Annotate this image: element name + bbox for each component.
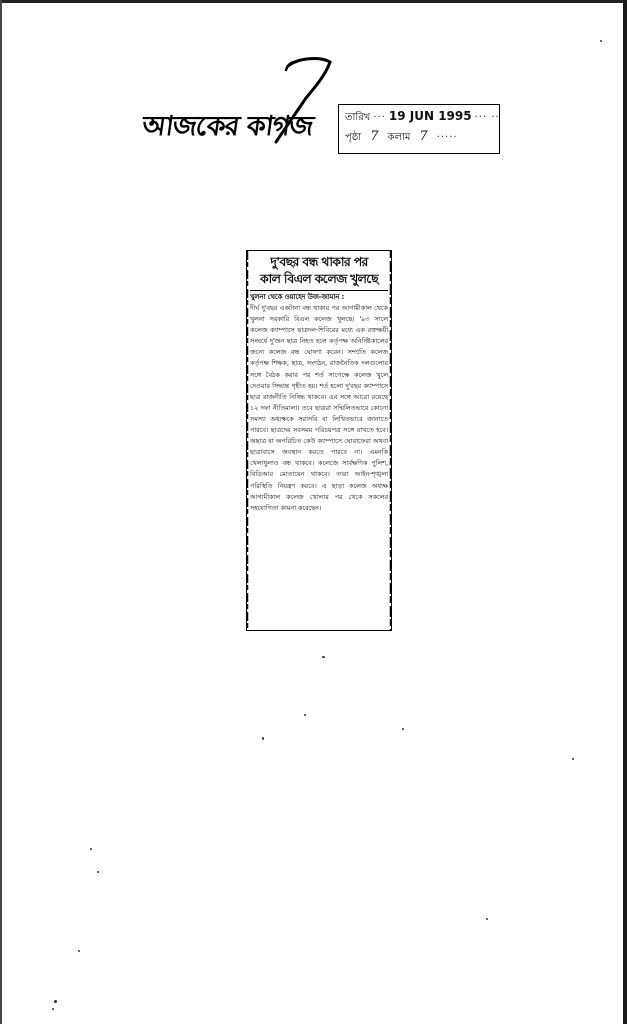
stamp-date-row: [345, 109, 500, 129]
scan-speck: [52, 1008, 54, 1010]
scan-speck: [322, 656, 325, 658]
page-edge-left: [0, 0, 2, 1024]
stamp-date-label: তারিখ: [345, 112, 371, 123]
scan-speck: [402, 728, 404, 730]
stamp-dots: ···: [373, 112, 386, 123]
scan-speck: [486, 918, 488, 920]
scan-speck: [304, 714, 306, 716]
newspaper-masthead: আজকের কাগজ: [140, 111, 315, 142]
article-body: দীর্ঘ দু'বছর একটানা বন্ধ থাকার পর আগামীকাল থেকে খুলনা সরকারি বিএল কলেজ খুলছে। '৯৩ সালে কলেজ ক্যাম্পাসে ছাত্রদল-শিবিরের মধ্যে এক রক্তক্ষয়ী সংঘর্ষে দু'জন ছাত্র নিহত হলে কর্তৃপক্ষ অনির্দিষ্টকালের জন্যে কলেজ বন্ধ ঘোষণা করেন। সম্প্রতি কলেজ কর্তৃপক্ষ শিক্ষক, ছাত্র, সংগঠন, রাজনৈতিক দলগুলোর সঙ্গে বৈঠক করার পর শর্ত সাপেক্ষে কলেজ খুলে দেওয়ার সিদ্ধান্ত গৃহীত হয়। শর্ত হলো দু'বছর ক্যাম্পাসে ছাত্র রাজনীতি নিষিদ্ধ থাকবে। এর সঙ্গে আরো রয়েছে ১২ দফা নীতিমালা। তবে ছাত্ররা সম্মিলিতভাবে কোনো সমস্যা অধ্যক্ষকে সরাসরি বা লিখিতভাবে জানাতে পারবে। ছাত্রদের সবসময় পরিচয়পত্র সঙ্গে রাখতে হবে। অছাত্র বা অপরিচিত কেউ ক্যাম্পাসে ঘোরাফেরা অথবা ছাত্রাবাসে অবস্থান করতে পারবে না। এমনকি খেলাধুলাও বন্ধ থাকবে। কলেজে সার্বক্ষণিক পুলিশ, বিডিআর মোতায়েন থাকবে। তারা আইন-শৃঙ্খলা পরিস্থিতি নিয়ন্ত্রণ করবে। এ ছাড়া কলেজ অধ্যক্ষ আগামীকাল কলেজ খোলার পর থেকে সকলের সহযোগিতা কামনা করেছেন।: [250, 304, 388, 512]
article-headline: [250, 254, 388, 291]
headline-line-1: দু'বছর বন্ধ থাকার পর: [270, 255, 368, 269]
scan-speck: [262, 737, 264, 740]
scan-speck: [78, 950, 80, 952]
stamp-column-label: কলাম: [387, 132, 411, 143]
stamp-page-row: [345, 129, 493, 149]
page-edge-right: [623, 0, 627, 1024]
stamp-dots: ··· ··: [474, 112, 500, 123]
scan-speck: [54, 1000, 57, 1003]
stamp-column-value: 7: [419, 129, 428, 144]
clipping-info-stamp: [338, 104, 500, 154]
stamp-dots: ·····: [436, 132, 458, 143]
scan-speck: [572, 758, 574, 760]
page-edge-top: [0, 0, 627, 3]
headline-line-2: কাল বিএল কলেজ খুলছে: [260, 272, 378, 286]
scan-speck: [600, 40, 602, 42]
handwritten-mark-7: [258, 44, 348, 148]
stamp-date-value: 19 JUN 1995: [388, 109, 472, 123]
article-byline: খুলনা থেকে ওয়াহেদ উজ-জামান :: [250, 293, 345, 301]
newspaper-clipping: [246, 250, 392, 631]
stamp-page-value: 7: [370, 129, 379, 144]
scan-speck: [97, 871, 99, 873]
stamp-page-label: পৃষ্ঠা: [345, 132, 362, 143]
scan-speck: [90, 848, 92, 850]
